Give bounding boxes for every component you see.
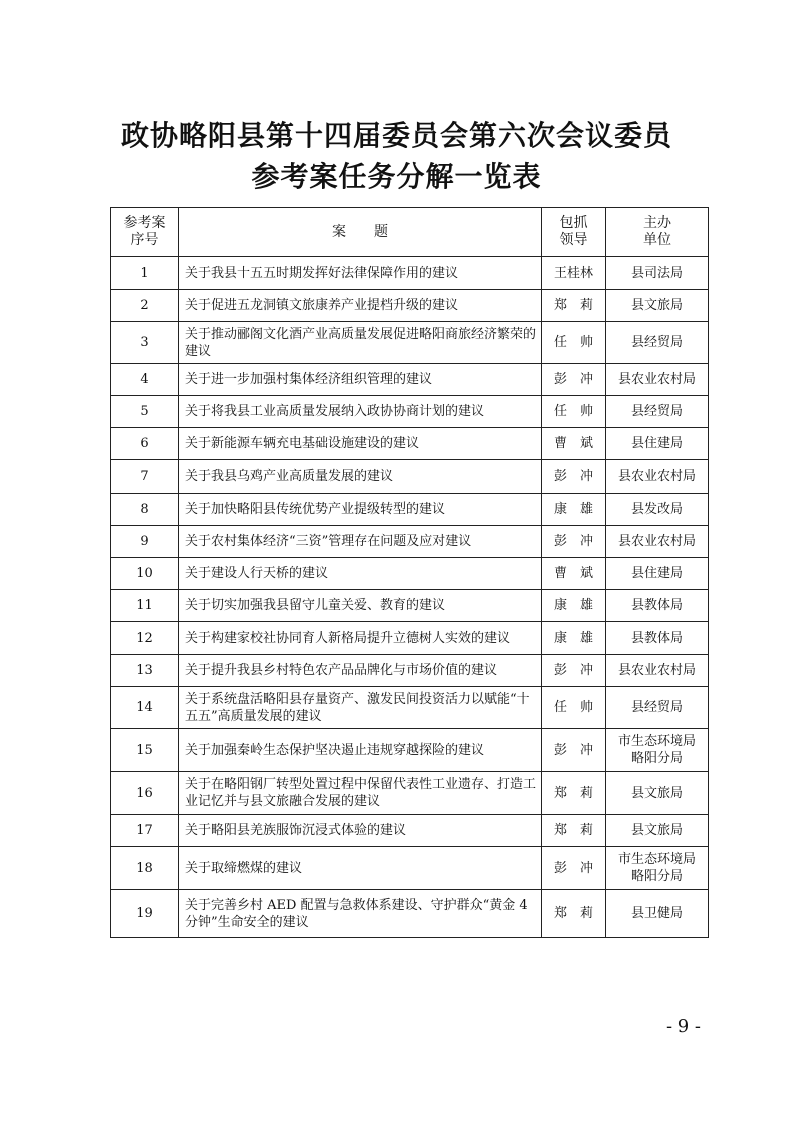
- unit-line: 略阳分局: [630, 751, 683, 766]
- proposal-task-table: [110, 207, 709, 938]
- cell-unit: [606, 815, 709, 847]
- table-row: [111, 590, 709, 622]
- cell-leader: 康 雄: [542, 622, 606, 655]
- cell-topic: 关于新能源车辆充电基础设施建设的建议: [179, 428, 542, 460]
- cell-unit: [606, 847, 709, 890]
- unit-line: 县农业农村局: [617, 469, 696, 484]
- cell-topic: 关于促进五龙洞镇文旅康养产业提档升级的建议: [179, 290, 542, 322]
- cell-unit: [606, 428, 709, 460]
- cell-leader: 康 雄: [542, 590, 606, 622]
- cell-unit: [606, 290, 709, 322]
- unit-line: 县文旅局: [630, 298, 683, 313]
- cell-unit: [606, 772, 709, 815]
- cell-leader: 曹 斌: [542, 428, 606, 460]
- cell-leader: 彭 冲: [542, 847, 606, 890]
- cell-unit: [606, 729, 709, 772]
- cell-seq: 17: [111, 815, 179, 847]
- header-topic: 案 题: [179, 208, 542, 257]
- cell-seq: 18: [111, 847, 179, 890]
- cell-unit: [606, 590, 709, 622]
- document-title-line2: 参考案任务分解一览表: [251, 160, 542, 193]
- cell-topic: 关于我县乌鸡产业高质量发展的建议: [179, 460, 542, 494]
- cell-topic: 关于将我县工业高质量发展纳入政协协商计划的建议: [179, 396, 542, 428]
- unit-line: 县文旅局: [630, 823, 683, 838]
- cell-topic: 关于取缔燃煤的建议: [179, 847, 542, 890]
- cell-leader: 任 帅: [542, 687, 606, 729]
- cell-leader: 彭 冲: [542, 729, 606, 772]
- table-row: [111, 655, 709, 687]
- cell-seq: 5: [111, 396, 179, 428]
- unit-line: 县发改局: [630, 502, 683, 517]
- cell-seq: 3: [111, 322, 179, 364]
- cell-unit: [606, 622, 709, 655]
- unit-line: 县住建局: [630, 566, 683, 581]
- cell-topic: 关于提升我县乡村特色农产品品牌化与市场价值的建议: [179, 655, 542, 687]
- cell-seq: 15: [111, 729, 179, 772]
- cell-topic: 关于切实加强我县留守儿童关爱、教育的建议: [179, 590, 542, 622]
- table-row: [111, 558, 709, 590]
- cell-leader: 郑 莉: [542, 290, 606, 322]
- cell-unit: [606, 687, 709, 729]
- unit-line: 县文旅局: [630, 785, 683, 801]
- table-row: [111, 257, 709, 290]
- unit-line: 县司法局: [630, 265, 683, 281]
- cell-seq: 16: [111, 772, 179, 815]
- unit-line: 县经贸局: [630, 335, 683, 350]
- cell-topic: 关于略阳县羌族服饰沉浸式体验的建议: [179, 815, 542, 847]
- cell-topic: 关于加强秦岭生态保护坚决遏止违规穿越探险的建议: [179, 729, 542, 772]
- cell-unit: [606, 460, 709, 494]
- cell-topic: 关于建设人行天桥的建议: [179, 558, 542, 590]
- cell-leader: 郑 莉: [542, 772, 606, 815]
- unit-line: 县经贸局: [630, 700, 683, 715]
- table-row: [111, 364, 709, 396]
- cell-seq: 19: [111, 890, 179, 938]
- cell-leader: 郑 莉: [542, 815, 606, 847]
- cell-seq: 1: [111, 257, 179, 290]
- cell-topic: 关于我县十五五时期发挥好法律保障作用的建议: [179, 257, 542, 290]
- table-row: [111, 460, 709, 494]
- cell-unit: [606, 257, 709, 290]
- cell-leader: 郑 莉: [542, 890, 606, 938]
- cell-leader: 彭 冲: [542, 460, 606, 494]
- cell-seq: 11: [111, 590, 179, 622]
- cell-seq: 6: [111, 428, 179, 460]
- cell-leader: 曹 斌: [542, 558, 606, 590]
- cell-leader: 康 雄: [542, 494, 606, 526]
- cell-seq: 12: [111, 622, 179, 655]
- table-row: [111, 622, 709, 655]
- header-leader: 包抓 领导: [542, 208, 606, 257]
- cell-seq: 4: [111, 364, 179, 396]
- cell-topic: 关于在略阳钢厂转型处置过程中保留代表性工业遗存、打造工业记忆并与县文旅融合发展的建议: [179, 772, 542, 815]
- table-header-row: [111, 208, 709, 257]
- cell-seq: 13: [111, 655, 179, 687]
- cell-unit: [606, 494, 709, 526]
- unit-line: 县教体局: [630, 598, 683, 613]
- cell-leader: 任 帅: [542, 322, 606, 364]
- cell-unit: [606, 322, 709, 364]
- header-seq: 参考案 序号: [111, 208, 179, 257]
- table-row: [111, 526, 709, 558]
- cell-unit: [606, 558, 709, 590]
- cell-unit: [606, 655, 709, 687]
- cell-topic: 关于农村集体经济“三资”管理存在问题及应对建议: [179, 526, 542, 558]
- table-row: [111, 428, 709, 460]
- cell-seq: 8: [111, 494, 179, 526]
- document-title-line1: 政协略阳县第十四届委员会第六次会议委员: [120, 119, 672, 152]
- unit-line: 县农业农村局: [617, 372, 696, 387]
- table-row: [111, 890, 709, 938]
- unit-line: 县农业农村局: [617, 534, 696, 549]
- cell-topic: 关于完善乡村 AED 配置与急救体系建设、守护群众“黄金 4 分钟”生命安全的建议: [179, 890, 542, 938]
- table-row: [111, 687, 709, 729]
- unit-line: 市生态环境局: [617, 852, 696, 867]
- table-row: [111, 494, 709, 526]
- unit-line: 县卫健局: [630, 906, 683, 921]
- table-body: [111, 257, 709, 938]
- cell-leader: 任 帅: [542, 396, 606, 428]
- cell-topic: 关于加快略阳县传统优势产业提级转型的建议: [179, 494, 542, 526]
- cell-unit: [606, 364, 709, 396]
- cell-leader: 彭 冲: [542, 655, 606, 687]
- unit-line: 县住建局: [630, 436, 683, 451]
- table-row: [111, 322, 709, 364]
- cell-seq: 2: [111, 290, 179, 322]
- cell-leader: 彭 冲: [542, 526, 606, 558]
- unit-line: 县经贸局: [630, 404, 683, 419]
- cell-seq: 14: [111, 687, 179, 729]
- cell-unit: [606, 526, 709, 558]
- cell-leader: 彭 冲: [542, 364, 606, 396]
- cell-seq: 10: [111, 558, 179, 590]
- table-row: [111, 290, 709, 322]
- cell-leader: 王桂林: [542, 257, 606, 290]
- unit-line: 市生态环境局: [617, 734, 696, 749]
- cell-topic: 关于进一步加强村集体经济组织管理的建议: [179, 364, 542, 396]
- table-row: [111, 847, 709, 890]
- table-row: [111, 729, 709, 772]
- cell-unit: [606, 396, 709, 428]
- unit-line: 县教体局: [630, 630, 683, 646]
- cell-topic: 关于构建家校社协同育人新格局提升立德树人实效的建议: [179, 622, 542, 655]
- header-unit: 主办 单位: [606, 208, 709, 257]
- cell-topic: 关于系统盘活略阳县存量资产、激发民间投资活力以赋能“十五五”高质量发展的建议: [179, 687, 542, 729]
- table-row: [111, 396, 709, 428]
- unit-line: 县农业农村局: [617, 663, 696, 678]
- page-number: - 9 -: [665, 1016, 701, 1037]
- cell-topic: 关于推动郦阁文化酒产业高质量发展促进略阳商旅经济繁荣的建议: [179, 322, 542, 364]
- cell-seq: 7: [111, 460, 179, 494]
- table-row: [111, 815, 709, 847]
- cell-unit: [606, 890, 709, 938]
- table-row: [111, 772, 709, 815]
- unit-line: 略阳分局: [630, 869, 683, 884]
- cell-seq: 9: [111, 526, 179, 558]
